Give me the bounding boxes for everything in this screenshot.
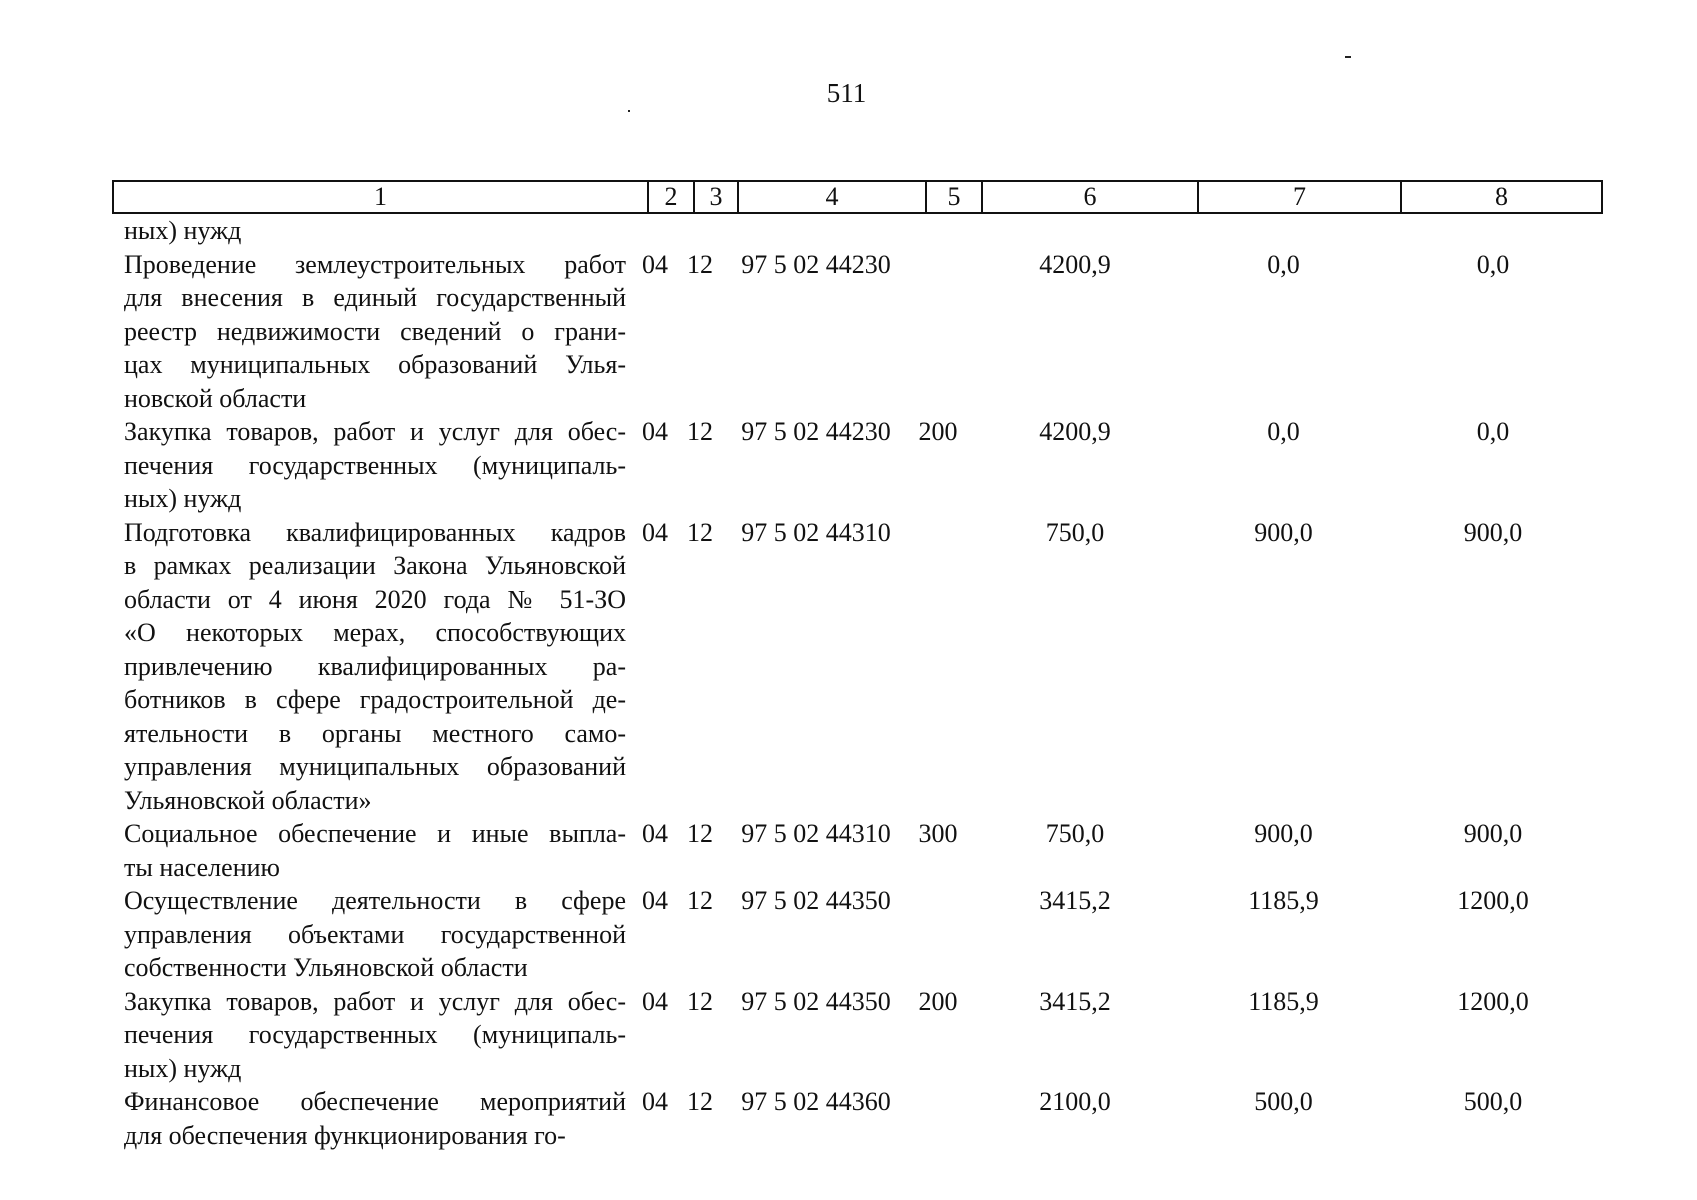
description-line: в рамках реализации Закона Ульяновской: [124, 551, 626, 580]
description-line: Ульяновской области»: [124, 785, 372, 815]
cell-c5: [910, 1085, 966, 1152]
cell-c6: [966, 516, 1182, 818]
cell-c2: [632, 1085, 678, 1152]
cell-value: 900,0: [1254, 819, 1313, 848]
cell-c8: [1385, 214, 1591, 248]
column-header-8: 8: [1401, 181, 1602, 213]
cell-value: 750,0: [1045, 819, 1105, 848]
column-header-7: 7: [1198, 181, 1401, 213]
cell-c8: [1385, 1085, 1591, 1152]
cell-c4: [722, 248, 910, 416]
cell-value: 12: [687, 517, 713, 547]
description-line: ных) нужд: [124, 216, 242, 245]
table-row: [112, 985, 1601, 1086]
description-line: ты населению: [124, 852, 280, 882]
cell-c7: [1182, 884, 1385, 985]
column-header-6: 6: [982, 181, 1198, 213]
cell-c6: [966, 884, 1182, 985]
table-row: [112, 884, 1601, 985]
column-header-3: 3: [694, 181, 738, 213]
cell-value: 300: [918, 819, 958, 848]
cell-c3: [678, 985, 722, 1086]
description-line: печения государственных (муниципаль-: [124, 450, 626, 480]
cell-value: 04: [642, 819, 668, 848]
cell-value: 4200,9: [1039, 417, 1111, 446]
cell-value: 12: [687, 417, 713, 446]
description-line: собственности Ульяновской области: [124, 953, 528, 982]
cell-value: 0,0: [1267, 417, 1300, 446]
description-line: ботников в сфере градостроительной де-: [124, 685, 626, 714]
cell-value: 3415,2: [1039, 886, 1111, 915]
cell-value: 900,0: [1254, 517, 1313, 547]
cell-value: 04: [642, 886, 668, 915]
cell-value: 97 5 02 44360: [741, 1087, 891, 1116]
cell-c8: [1385, 248, 1591, 416]
cell-value: 900,0: [1463, 819, 1523, 848]
row-description: [112, 884, 632, 985]
row-description: [112, 1085, 632, 1152]
table-body: [112, 214, 1601, 1152]
cell-c5: [910, 817, 966, 884]
cell-c4: [722, 1085, 910, 1152]
description-line: ных) нужд: [124, 1053, 242, 1083]
page-number: 511: [826, 78, 867, 108]
cell-value: 200: [918, 986, 958, 1016]
cell-c3: [678, 817, 722, 884]
description-line: области от 4 июня 2020 года № 51-ЗО: [124, 584, 626, 614]
cell-c6: [966, 214, 1182, 248]
cell-c5: [910, 985, 966, 1086]
cell-c4: [722, 214, 910, 248]
row-description: [112, 415, 632, 516]
table-row: [112, 415, 1601, 516]
cell-c7: [1182, 1085, 1385, 1152]
cell-c5: [910, 516, 966, 818]
cell-c5: [910, 884, 966, 985]
description-line: Проведение землеустроительных работ: [124, 249, 626, 279]
table-row: [112, 516, 1601, 818]
cell-value: 97 5 02 44310: [741, 517, 891, 547]
cell-c5: [910, 248, 966, 416]
description-line: Закупка товаров, работ и услуг для обес-: [124, 986, 626, 1016]
cell-c7: [1182, 817, 1385, 884]
cell-c8: [1385, 516, 1591, 818]
cell-c2: [632, 214, 678, 248]
table-row: [112, 1085, 1601, 1152]
cell-value: 97 5 02 44350: [741, 886, 891, 915]
scan-speck: [628, 110, 630, 112]
cell-c5: [910, 214, 966, 248]
cell-value: 12: [687, 1087, 713, 1116]
cell-value: 04: [642, 1087, 668, 1116]
column-header-5: 5: [926, 181, 982, 213]
description-line: Социальное обеспечение и иные выпла-: [124, 819, 626, 848]
cell-c3: [678, 516, 722, 818]
row-description: [112, 248, 632, 416]
description-line: цах муниципальных образований Улья-: [124, 350, 626, 379]
cell-c7: [1182, 248, 1385, 416]
cell-value: 1185,9: [1248, 986, 1319, 1016]
scan-speck: [1345, 56, 1351, 58]
column-header-2: 2: [648, 181, 694, 213]
description-line: для внесения в единый государственный: [124, 283, 626, 312]
cell-value: 4200,9: [1039, 249, 1111, 279]
description-line: Финансовое обеспечение мероприятий: [124, 1087, 626, 1116]
description-line: Закупка товаров, работ и услуг для обес-: [124, 417, 626, 446]
cell-c3: [678, 415, 722, 516]
table-row: [112, 817, 1601, 884]
cell-value: 12: [687, 819, 713, 848]
cell-c7: [1182, 214, 1385, 248]
column-header-4: 4: [738, 181, 926, 213]
cell-value: 04: [642, 417, 668, 446]
description-line: «О некоторых мерах, способствующих: [124, 618, 626, 647]
description-line: управления муниципальных образований: [124, 752, 626, 781]
cell-c4: [722, 884, 910, 985]
cell-c8: [1385, 884, 1591, 985]
column-header-1: 1: [113, 181, 648, 213]
cell-c2: [632, 516, 678, 818]
cell-value: 900,0: [1463, 517, 1523, 547]
row-description: [112, 516, 632, 818]
cell-value: 1200,0: [1457, 886, 1529, 915]
cell-value: 750,0: [1045, 517, 1105, 547]
cell-value: 12: [687, 986, 713, 1016]
description-line: ных) нужд: [124, 484, 242, 513]
cell-value: 3415,2: [1039, 986, 1111, 1016]
cell-c7: [1182, 415, 1385, 516]
description-line: печения государственных (муниципаль-: [124, 1020, 626, 1049]
cell-c8: [1385, 415, 1591, 516]
description-line: реестр недвижимости сведений о грани-: [124, 316, 626, 346]
cell-c2: [632, 248, 678, 416]
row-description: [112, 817, 632, 884]
cell-c7: [1182, 516, 1385, 818]
cell-c4: [722, 985, 910, 1086]
cell-value: 04: [642, 249, 668, 279]
cell-c5: [910, 415, 966, 516]
cell-c6: [966, 1085, 1182, 1152]
cell-c4: [722, 817, 910, 884]
cell-c3: [678, 1085, 722, 1152]
description-line: ятельности в органы местного само-: [124, 718, 626, 748]
row-description: [112, 985, 632, 1086]
cell-c2: [632, 415, 678, 516]
cell-c2: [632, 817, 678, 884]
description-line: для обеспечения функционирования го-: [124, 1120, 566, 1150]
cell-value: 04: [642, 517, 668, 547]
cell-c3: [678, 248, 722, 416]
cell-c6: [966, 817, 1182, 884]
description-line: Осуществление деятельности в сфере: [124, 886, 626, 915]
description-line: Подготовка квалифицированных кадров: [124, 517, 626, 547]
cell-c6: [966, 415, 1182, 516]
cell-value: 0,0: [1476, 417, 1510, 446]
row-description: [112, 214, 632, 248]
description-line: новской области: [124, 383, 307, 413]
column-header-row: [113, 181, 1602, 213]
cell-value: 97 5 02 44230: [741, 249, 891, 279]
cell-c4: [722, 516, 910, 818]
cell-value: 0,0: [1476, 249, 1510, 279]
cell-value: 97 5 02 44230: [741, 417, 891, 446]
cell-value: 1185,9: [1248, 886, 1319, 915]
table-row: [112, 248, 1601, 416]
cell-c8: [1385, 817, 1591, 884]
description-line: управления объектами государственной: [124, 919, 626, 949]
cell-value: 12: [687, 886, 713, 915]
cell-value: 500,0: [1254, 1087, 1313, 1116]
cell-value: 97 5 02 44350: [741, 986, 891, 1016]
cell-value: 500,0: [1463, 1087, 1523, 1116]
cell-c4: [722, 415, 910, 516]
cell-c8: [1385, 985, 1591, 1086]
column-header-table: [112, 180, 1603, 214]
cell-value: 04: [642, 986, 668, 1016]
cell-c6: [966, 248, 1182, 416]
description-line: привлечению квалифицированных ра-: [124, 651, 626, 681]
table-row: [112, 214, 1601, 248]
cell-value: 0,0: [1267, 249, 1300, 279]
cell-c2: [632, 884, 678, 985]
cell-c7: [1182, 985, 1385, 1086]
cell-value: 97 5 02 44310: [741, 819, 891, 848]
cell-value: 1200,0: [1457, 986, 1529, 1016]
cell-c2: [632, 985, 678, 1086]
cell-value: 200: [918, 417, 958, 446]
cell-c3: [678, 214, 722, 248]
cell-c3: [678, 884, 722, 985]
cell-value: 12: [687, 249, 713, 279]
cell-value: 2100,0: [1039, 1087, 1111, 1116]
cell-c6: [966, 985, 1182, 1086]
